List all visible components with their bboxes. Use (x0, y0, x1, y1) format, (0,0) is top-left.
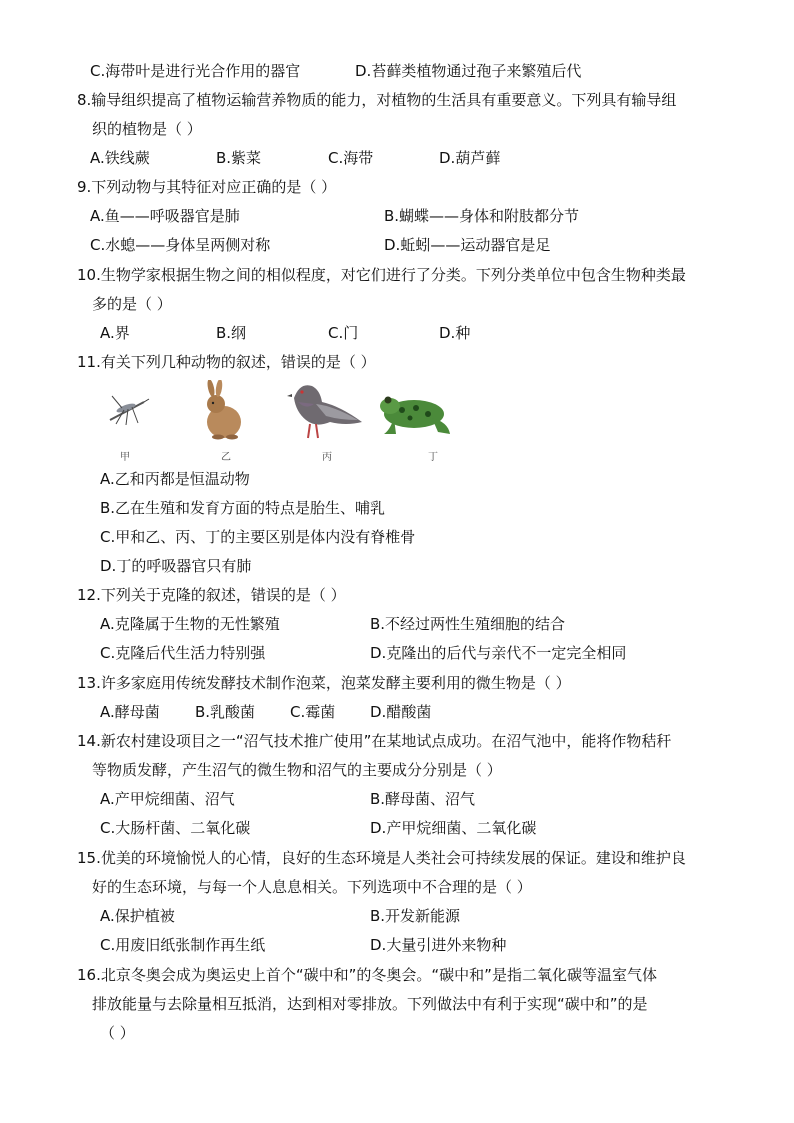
option-12a: A.克隆属于生物的无性繁殖 (100, 615, 280, 633)
question-10-line1: 10.生物学家根据生物之间的相似程度，对它们进行了分类。下列分类单位中包含生物种类最 (77, 266, 686, 284)
option-14a: A.产甲烷细菌、沼气 (100, 790, 235, 808)
rabbit-image (198, 380, 250, 440)
option-10d: D.种 (439, 324, 471, 342)
frog-image (376, 388, 454, 438)
pigeon-image (286, 376, 366, 442)
question-14-line2: 等物质发酵，产生沼气的微生物和沼气的主要成分分别是（ ） (92, 761, 502, 779)
option-8b: B.紫菜 (216, 149, 262, 167)
option-15b: B.开发新能源 (370, 907, 461, 925)
option-14d: D.产甲烷细菌、二氧化碳 (370, 819, 537, 837)
figure-label-jia: 甲 (120, 452, 130, 463)
option-11a: A.乙和丙都是恒温动物 (100, 470, 250, 488)
option-12b: B.不经过两性生殖细胞的结合 (370, 615, 566, 633)
figure-label-bing: 丙 (322, 452, 332, 463)
mosquito-image (104, 390, 150, 426)
question-11: 11.有关下列几种动物的叙述，错误的是（ ） (77, 353, 376, 371)
option-13c: C.霉菌 (290, 703, 336, 721)
option-12d: D.克隆出的后代与亲代不一定完全相同 (370, 644, 627, 662)
option-9d: D.蚯蚓——运动器官是足 (384, 236, 551, 254)
option-8c: C.海带 (328, 149, 374, 167)
option-11b: B.乙在生殖和发育方面的特点是胎生、哺乳 (100, 499, 386, 517)
option-15a: A.保护植被 (100, 907, 175, 925)
question-13: 13.许多家庭用传统发酵技术制作泡菜，泡菜发酵主要利用的微生物是（ ） (77, 674, 571, 692)
option-8d: D.葫芦藓 (439, 149, 501, 167)
question-8-line1: 8.输导组织提高了植物运输营养物质的能力，对植物的生活具有重要意义。下列具有输导组 (77, 91, 677, 109)
question-14-line1: 14.新农村建设项目之一“沼气技术推广使用”在某地试点成功。在沼气池中，能将作物秸秆 (77, 732, 672, 750)
option-15c: C.用废旧纸张制作再生纸 (100, 936, 266, 954)
option-12c: C.克隆后代生活力特别强 (100, 644, 266, 662)
option-10a: A.界 (100, 324, 130, 342)
question-16-line3: （ ） (100, 1024, 135, 1042)
option-11d: D.丁的呼吸器官只有肺 (100, 557, 252, 575)
question-15-line2: 好的生态环境，与每一个人息息相关。下列选项中不合理的是（ ） (92, 878, 532, 896)
option-9c: C.水螅——身体呈两侧对称 (90, 236, 271, 254)
option-8a: A.铁线蕨 (90, 149, 150, 167)
option-11c: C.甲和乙、丙、丁的主要区别是体内没有脊椎骨 (100, 528, 416, 546)
figure-label-ding: 丁 (428, 452, 438, 463)
question-8-line2: 织的植物是（ ） (92, 120, 202, 138)
option-13d: D.醋酸菌 (370, 703, 432, 721)
option-9b: B.蝴蝶——身体和附肢都分节 (384, 207, 580, 225)
option-14c: C.大肠杆菌、二氧化碳 (100, 819, 251, 837)
question-12: 12.下列关于克隆的叙述，错误的是（ ） (77, 586, 346, 604)
question-9: 9.下列动物与其特征对应正确的是（ ） (77, 178, 337, 196)
option-10c: C.门 (328, 324, 359, 342)
option-9a: A.鱼——呼吸器官是肺 (90, 207, 240, 225)
option-13b: B.乳酸菌 (195, 703, 256, 721)
option-10b: B.纲 (216, 324, 247, 342)
figure-label-yi: 乙 (221, 452, 231, 463)
option-13a: A.酵母菌 (100, 703, 160, 721)
question-16-line1: 16.北京冬奥会成为奥运史上首个“碳中和”的冬奥会。“碳中和”是指二氧化碳等温室气体 (77, 966, 657, 984)
question-16-line2: 排放能量与去除量相互抵消，达到相对零排放。下列做法中有利于实现“碳中和”的是 (92, 995, 648, 1013)
option-15d: D.大量引进外来物种 (370, 936, 507, 954)
question-10-line2: 多的是（ ） (92, 295, 172, 313)
question-15-line1: 15.优美的环境愉悦人的心情，良好的生态环境是人类社会可持续发展的保证。建设和维护良 (77, 849, 686, 867)
animal-figure (100, 376, 460, 462)
option-7c: C.海带叶是进行光合作用的器官 (90, 62, 301, 80)
option-7d: D.苔藓类植物通过孢子来繁殖后代 (355, 62, 582, 80)
option-14b: B.酵母菌、沼气 (370, 790, 476, 808)
